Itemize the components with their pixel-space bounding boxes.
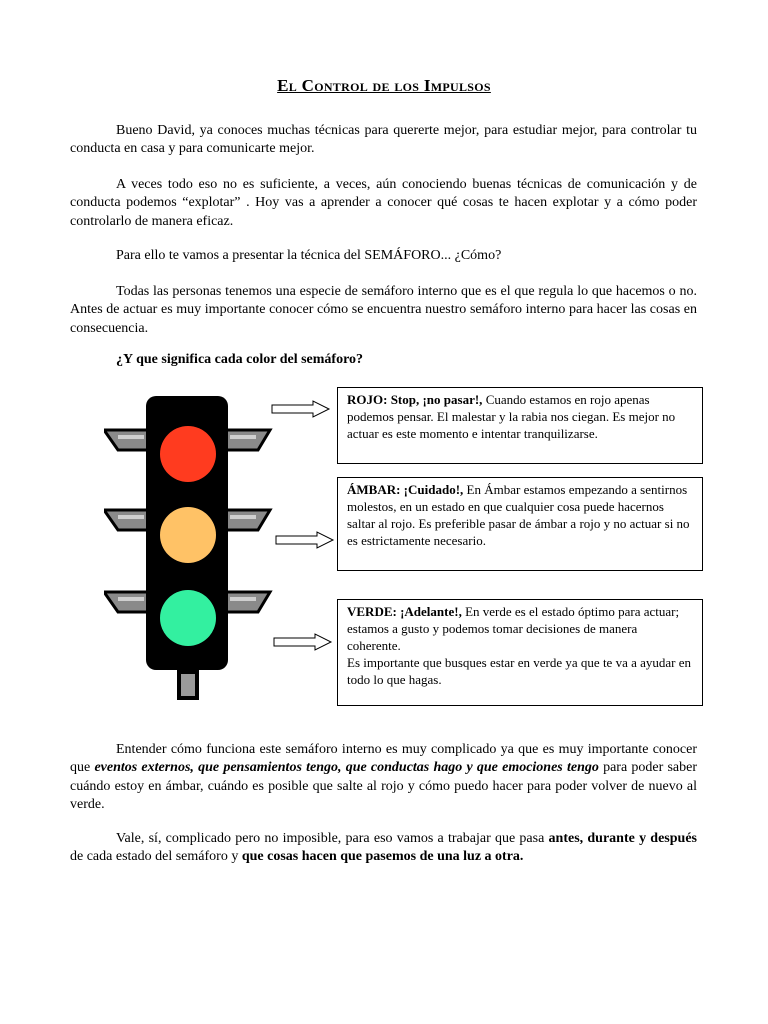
paragraph-understanding [70, 741, 697, 814]
amber-box-label: ÁMBAR: ¡Cuidado!, [347, 482, 464, 497]
p6-text-c: de cada estado del semáforo y [70, 849, 242, 865]
paragraph-explode: A veces todo eso no es suficiente, a veces, aún conociendo buenas técnicas de comunicación y de conducta podemos “explotar” . Hoy vas a aprender a conocer qué cosas te hacen explotar y a cómo poder controlarlo de manera eficaz. [70, 177, 697, 229]
paragraph-closing [70, 830, 697, 867]
title-text: El Control de los Impulsos [277, 76, 491, 95]
red-light-box [337, 387, 703, 464]
amber-light-box [337, 477, 703, 571]
arrow-right-icon [271, 400, 331, 418]
arrow-right-icon [275, 531, 335, 549]
amber-box-text: En Ámbar estamos empezando a sentirnos molestos, en un estado en que cualquier cosa puede hacernos saltar al rojo. Es preferible pasar de ámbar a rojo y no actuar si no es estrictamente necesario. [347, 482, 690, 548]
p5-text-a: Entender cómo funciona este semáforo interno es muy complicado ya que es muy importante conocer que [70, 742, 697, 776]
p6-bold-d: que cosas hacen que pasemos de una luz a otra. [241, 849, 524, 865]
p6-text-a: Vale, sí, complicado pero no imposible, para eso vamos a trabajar que pasa [116, 831, 549, 846]
green-light-icon [160, 590, 216, 646]
paragraph-technique: Para ello te vamos a presentar la técnica del SEMÁFORO... ¿Cómo? [116, 248, 502, 263]
arrow-right-icon [273, 633, 333, 651]
p5-emphasis: eventos externos, que pensamientos tengo, que conductas hago y que emociones tengo [94, 760, 599, 776]
p6-bold-b: antes, durante y después [548, 831, 697, 846]
green-box-text: En verde es el estado óptimo para actuar; estamos a gusto y podemos tomar decisiones de manera coherente. [347, 604, 680, 653]
green-box-label: VERDE: ¡Adelante!, [347, 604, 462, 619]
red-box-text: Cuando estamos en rojo apenas podemos pensar. El malestar y la rabia nos ciegan. Es mejor no actuar es este momento e intentar tranquilizarse. [347, 392, 676, 441]
traffic-light-illustration [104, 392, 276, 702]
green-light-box [337, 599, 703, 706]
paragraph-internal-light: Todas las personas tenemos una especie de semáforo interno que es el que regula lo que hacemos o no. Antes de actuar es muy importante conocer cómo se encuentra nuestro semáforo interno para hacer las cosas en consecuencia. [70, 284, 697, 336]
pole-highlight [181, 674, 195, 696]
red-light-icon [160, 426, 216, 482]
p5-text-c: para poder saber cuándo estoy en ámbar, cuándo es posible que salte al rojo y cómo puedo hacer para poder volver de nuevo al verde. [70, 760, 697, 812]
page-title [0, 76, 768, 96]
paragraph-intro: Bueno David, ya conoces muchas técnicas para quererte mejor, para estudiar mejor, para controlar tu conducta en casa y para comunicarte mejor. [70, 123, 697, 157]
red-box-label: ROJO: Stop, ¡no pasar!, [347, 392, 483, 407]
green-box-text-extra: Es importante que busques estar en verde ya que te va a ayudar en todo lo que hagas. [347, 655, 692, 687]
amber-light-icon [160, 507, 216, 563]
question-heading: ¿Y que significa cada color del semáforo? [116, 352, 364, 367]
